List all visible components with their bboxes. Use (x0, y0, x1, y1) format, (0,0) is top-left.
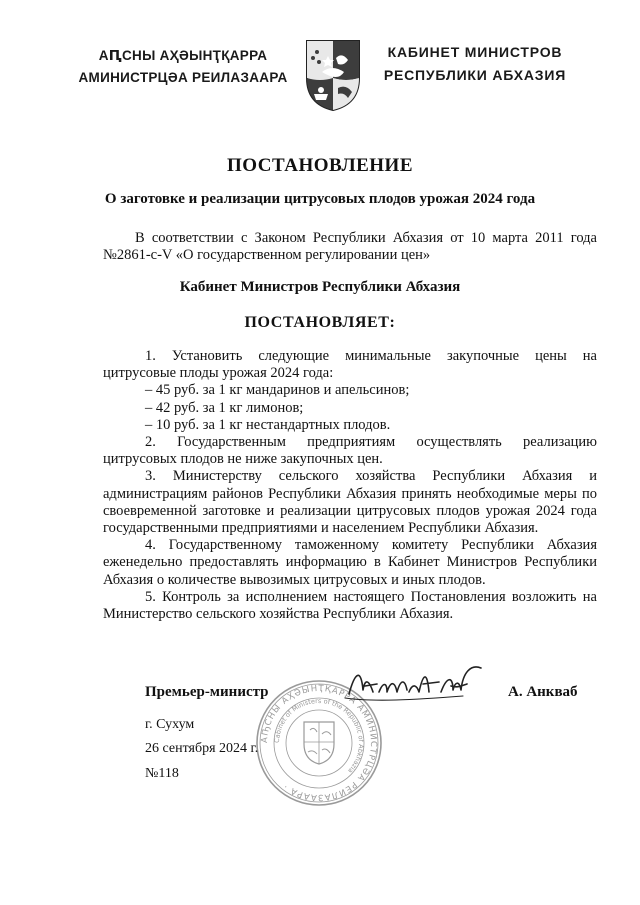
document-number: №118 (145, 766, 179, 781)
document-title: ПОСТАНОВЛЕНИЕ (226, 155, 414, 176)
issue-date: 26 сентября 2024 г. (145, 741, 259, 756)
issuer-line: Кабинет Министров Республики Абхазия (179, 279, 461, 295)
document-subtitle: О заготовке и реализации цитрусовых плодов урожая 2024 года (104, 191, 536, 207)
header-left (78, 45, 288, 89)
signatory-position: Премьер-министр (145, 684, 269, 700)
price-line-lemons: – 42 руб. за 1 кг лимонов; (145, 399, 304, 416)
handwritten-signature (343, 662, 488, 707)
decree-item-3: 3. Министерству сельского хозяйства Республики Абхазия и администрациям районов Республики Абхазия принять необходимые меры по своевременной заготовке и реализации цитрусовых плодов урожая 2024 года государственными предприятиями и населением Республики Абхазия. (103, 468, 597, 537)
intro-paragraph: В соответствии с Законом Республики Абхазия от 10 марта 2011 года №2861-с-V «О государственном регулировании цен» (103, 230, 597, 264)
header-right (370, 41, 580, 87)
decree-body (103, 348, 597, 623)
decree-item-1: 1. Установить следующие минимальные закупочные цены на цитрусовые плоды урожая 2024 года: (103, 348, 597, 382)
decree-item-5: 5. Контроль за исполнением настоящего Постановления возложить на Министерство сельского хозяйства Республики Абхазия. (103, 588, 597, 623)
coat-of-arms-emblem (304, 38, 362, 112)
header-right-line2: РЕСПУБЛИКИ АБХАЗИЯ (383, 67, 567, 83)
signatory-name: А. Анкваб (508, 684, 578, 700)
svg-text:АҦСНЫ АҲӘЫНҬҚАРРА АМИНИСТРЦӘА: АҦСНЫ АҲӘЫНҬҚАРРА АМИНИСТРЦӘА РЕИЛАЗААРА · (259, 683, 379, 803)
header-left-line2: АМИНИСТРЦӘА РЕИЛАЗААРА (78, 70, 288, 85)
header-left-line1: АԤСНЫ АҲӘЫНҬҚАРРА (98, 48, 268, 63)
decree-item-4: 4. Государственному таможенному комитету Республики Абхазия еженедельно предоставлять информацию в Кабинет Министров Республики Абхазия о количестве вывозимых цитрусовых и иных плодов. (103, 537, 597, 588)
decree-item-2: 2. Государственным предприятиям осуществлять реализацию цитрусовых плодов не ниже закупочных цен. (103, 434, 597, 468)
price-line-mandarins: – 45 руб. за 1 кг мандаринов и апельсинов; (145, 382, 410, 399)
svg-text:Cabinet of Ministers of the Re: Cabinet of Ministers of the Republic of Abkhazia (272, 696, 366, 775)
price-line-nonstandard: – 10 руб. за 1 кг нестандартных плодов. (145, 416, 391, 433)
issue-city: г. Сухум (145, 717, 195, 732)
header-right-line1: КАБИНЕТ МИНИСТРОВ (387, 44, 563, 60)
decree-heading: ПОСТАНОВЛЯЕТ: (244, 314, 396, 331)
